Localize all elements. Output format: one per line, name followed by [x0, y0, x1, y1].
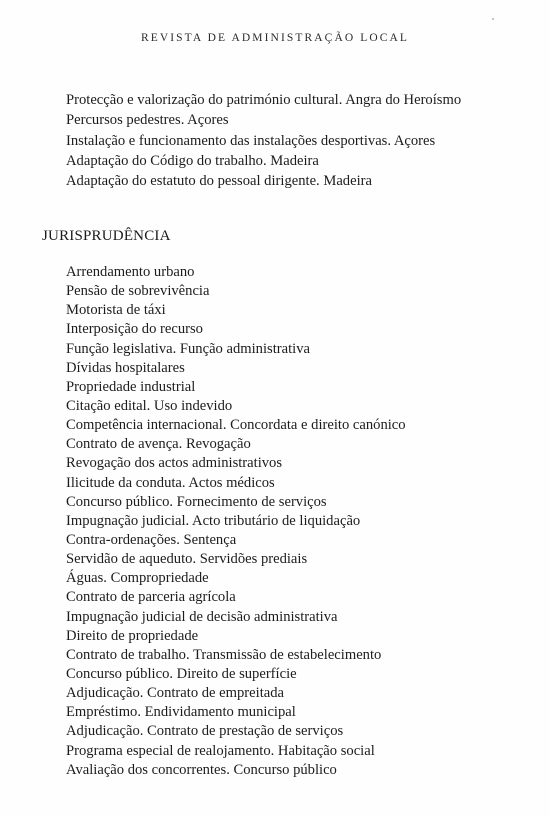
- list-item: Dívidas hospitalares: [66, 359, 185, 376]
- list-item: Instalação e funcionamento das instalações desportivas. Açores: [66, 132, 436, 149]
- list-item: Empréstimo. Endividamento municipal: [66, 704, 296, 721]
- list-item: Direito de propriedade: [66, 627, 199, 644]
- list-item: Percursos pedestres. Açores: [66, 112, 229, 129]
- list-item: Impugnação judicial de decisão administrativa: [66, 608, 338, 625]
- list-item: Avaliação dos concorrentes. Concurso público: [66, 761, 337, 778]
- list-item: Águas. Compropriedade: [66, 570, 209, 587]
- list-item: Revogação dos actos administrativos: [66, 455, 283, 472]
- list-item: Contrato de avença. Revogação: [66, 436, 251, 453]
- list-item: Função legislativa. Função administrativa: [66, 340, 310, 357]
- legislation-list: [66, 90, 461, 191]
- list-item: Ilicitude da conduta. Actos médicos: [66, 474, 275, 491]
- paper-speck: [492, 18, 494, 20]
- list-item: Adjudicação. Contrato de empreitada: [66, 685, 285, 702]
- list-item: Impugnação judicial. Acto tributário de liquidação: [66, 512, 361, 529]
- list-item: Adaptação do estatuto do pessoal dirigente. Madeira: [66, 173, 372, 190]
- list-item: Interposição do recurso: [66, 321, 203, 338]
- list-item: Pensão de sobrevivência: [66, 283, 210, 300]
- list-item: Servidão de aqueduto. Servidões prediais: [66, 551, 308, 568]
- list-item: Contrato de trabalho. Transmissão de estabelecimento: [66, 646, 382, 663]
- list-item: Contra-ordenações. Sentença: [66, 531, 237, 548]
- section-heading-jurisprudence: JURISPRUDÊNCIA: [42, 228, 171, 244]
- list-item: Programa especial de realojamento. Habitação social: [66, 742, 375, 759]
- list-item: Adjudicação. Contrato de prestação de serviços: [66, 723, 344, 740]
- list-item: Propriedade industrial: [66, 378, 196, 395]
- list-item: Arrendamento urbano: [66, 264, 195, 280]
- list-item: Adaptação do Código do trabalho. Madeira: [66, 152, 319, 169]
- list-item: Citação edital. Uso indevido: [66, 397, 233, 414]
- list-item: Protecção e valorização do património cultural. Angra do Heroísmo: [66, 92, 462, 108]
- jurisprudence-list: [66, 263, 406, 780]
- list-item: Competência internacional. Concordata e direito canónico: [66, 417, 406, 434]
- list-item: Concurso público. Fornecimento de serviços: [66, 493, 327, 510]
- list-item: Motorista de táxi: [66, 302, 166, 319]
- list-item: Contrato de parceria agrícola: [66, 589, 236, 606]
- running-header: REVISTA DE ADMINISTRAÇÃO LOCAL: [140, 32, 410, 44]
- list-item: Concurso público. Direito de superfície: [66, 665, 297, 682]
